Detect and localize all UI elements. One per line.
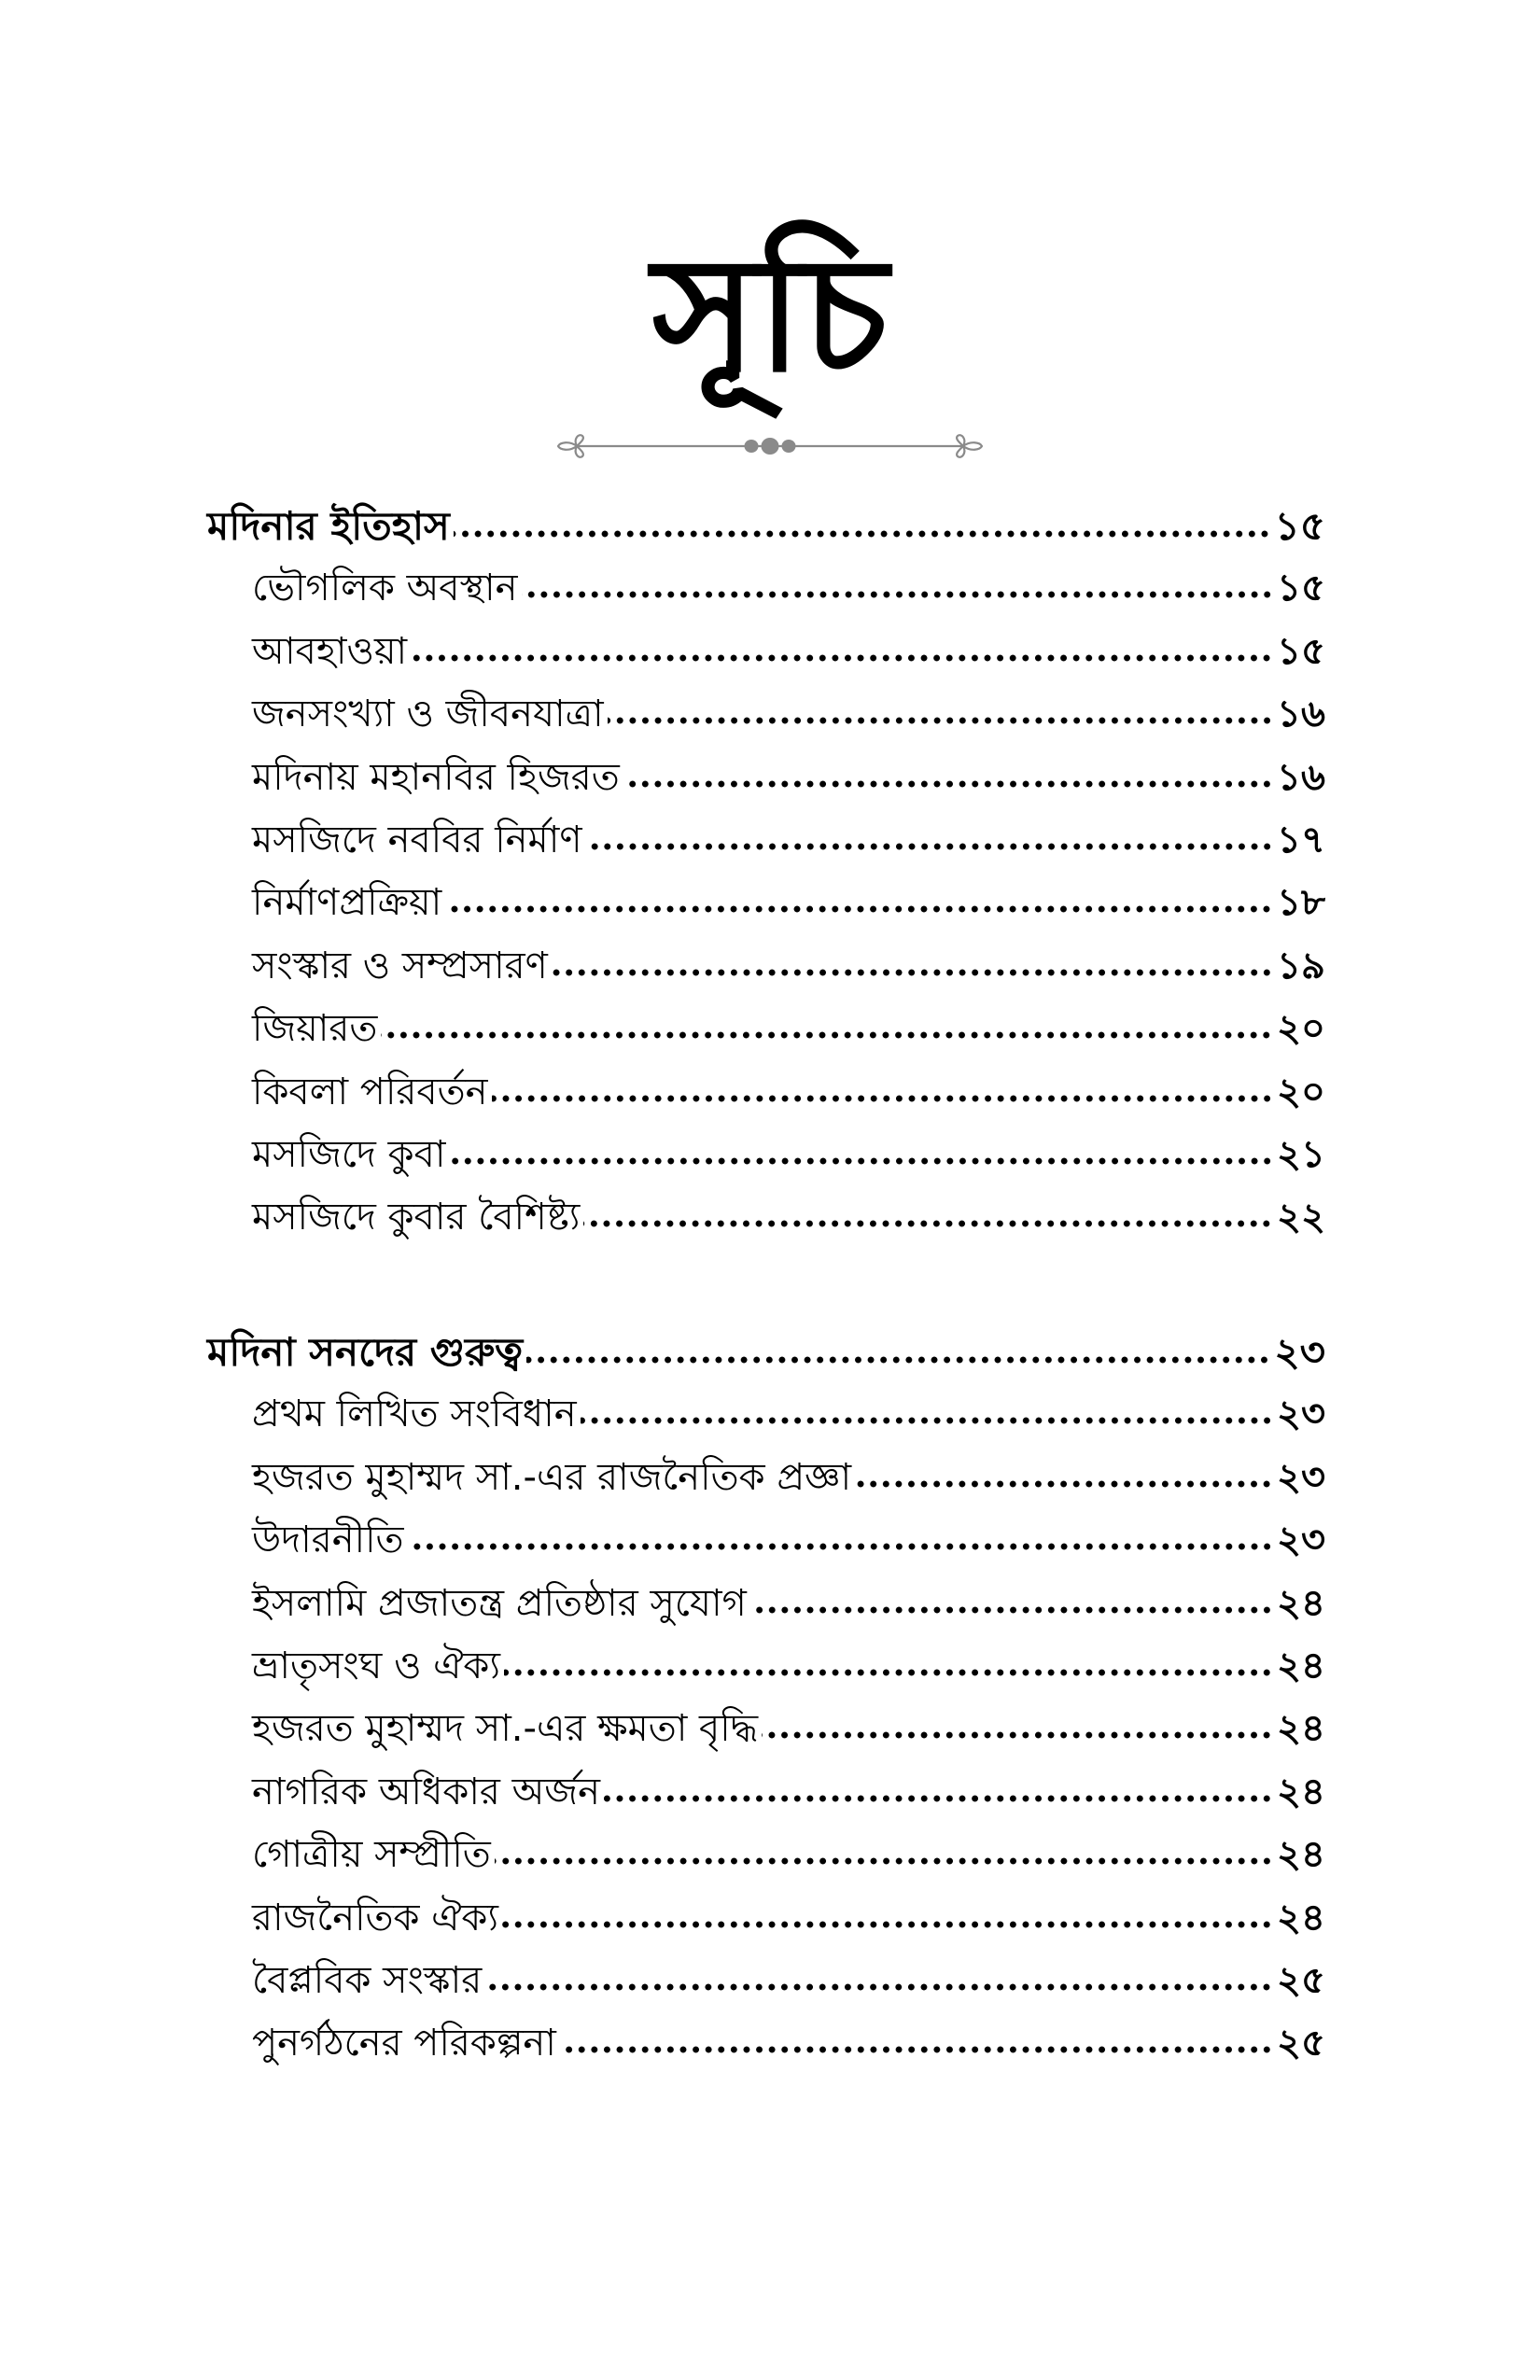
toc-entry-label: মসজিদে কুবার বৈশিষ্ট্য bbox=[252, 1196, 581, 1239]
dot-leader bbox=[762, 1729, 1273, 1741]
dot-leader bbox=[381, 1029, 1273, 1041]
toc-entry-label: প্রথম লিখিত সংবিধান bbox=[252, 1393, 577, 1436]
toc-section bbox=[207, 1321, 1325, 2076]
toc-entry-label: পুনর্গঠনের পরিকল্পনা bbox=[252, 2022, 556, 2065]
toc-entry[interactable] bbox=[207, 621, 1325, 683]
dot-leader bbox=[485, 1981, 1273, 1993]
toc-entry-label: সংস্কার ও সম্প্রসারণ bbox=[252, 944, 548, 987]
toc-entry[interactable] bbox=[207, 1573, 1325, 1635]
toc-page-number: ১৫ bbox=[1277, 629, 1325, 673]
toc-page-number: ২৪ bbox=[1277, 1707, 1325, 1751]
dot-leader bbox=[750, 1604, 1273, 1616]
toc-entry[interactable] bbox=[207, 1698, 1325, 1760]
dot-leader bbox=[855, 1478, 1273, 1490]
toc-page-number: ১৬ bbox=[1277, 755, 1325, 799]
dot-leader bbox=[445, 903, 1273, 915]
toc-entry-label: হজরত মুহাম্মদ সা.-এর রাজনৈতিক প্রজ্ঞা bbox=[252, 1455, 852, 1499]
dot-leader bbox=[495, 1855, 1273, 1867]
toc-entry[interactable] bbox=[207, 998, 1325, 1060]
toc-entry[interactable] bbox=[207, 1950, 1325, 2012]
toc-entry-label: মদিনায় মহানবির হিজরত bbox=[252, 755, 620, 799]
toc-section bbox=[207, 495, 1325, 1250]
toc-entry[interactable] bbox=[207, 2012, 1325, 2075]
toc-entry[interactable] bbox=[207, 1509, 1325, 1572]
dot-leader bbox=[560, 2044, 1273, 2055]
toc-entry[interactable] bbox=[207, 1635, 1325, 1698]
dot-leader bbox=[526, 1354, 1270, 1365]
toc-heading-label: মদিনার ইতিহাস bbox=[207, 503, 450, 549]
toc-entry[interactable] bbox=[207, 1383, 1325, 1446]
toc-entry[interactable] bbox=[207, 683, 1325, 746]
dot-leader bbox=[502, 1919, 1273, 1930]
toc-entry[interactable] bbox=[207, 935, 1325, 998]
toc-page-number: ২৩ bbox=[1276, 1393, 1325, 1436]
toc-page-number: ১৬ bbox=[1277, 693, 1325, 736]
dot-leader bbox=[408, 1541, 1273, 1552]
toc-page-number: ২৩ bbox=[1276, 1519, 1325, 1562]
toc-page-number: ২৫ bbox=[1277, 2022, 1325, 2065]
toc-entry[interactable] bbox=[207, 1887, 1325, 1950]
toc-entry-label: আবহাওয়া bbox=[252, 629, 408, 673]
ornamental-divider-icon bbox=[553, 429, 987, 463]
dot-leader bbox=[411, 652, 1273, 664]
toc-page-number: ১৭ bbox=[1277, 818, 1325, 861]
toc-heading-label: মদিনা সনদের গুরুত্ব bbox=[207, 1329, 524, 1375]
toc-entry-label: হজরত মুহাম্মদ সা.-এর ক্ষমতা বৃদ্ধি bbox=[252, 1707, 759, 1751]
toc-entry-label: গোত্রীয় সম্প্রীতি bbox=[252, 1833, 491, 1877]
toc-page-number: ২৪ bbox=[1277, 1770, 1325, 1813]
toc-entry[interactable] bbox=[207, 557, 1325, 620]
toc-page-number: ২০ bbox=[1276, 1007, 1325, 1051]
toc-entry[interactable] bbox=[207, 809, 1325, 872]
dot-leader bbox=[608, 715, 1273, 726]
toc-entry-label: মসজিদে নববির নির্মাণ bbox=[252, 818, 582, 861]
toc-page-number: ১৮ bbox=[1277, 881, 1325, 925]
toc-entry[interactable] bbox=[207, 747, 1325, 809]
toc-page-number: ১৫ bbox=[1277, 567, 1325, 610]
toc-entry-label: জনসংখ্যা ও জীবনযাত্রা bbox=[252, 693, 604, 736]
toc-entry-label: ভ্রাতৃসংঘ ও ঐক্য bbox=[252, 1644, 500, 1687]
toc-entry-label: নাগরিক অধিকার অর্জন bbox=[252, 1770, 600, 1813]
toc-page-number: ১৯ bbox=[1277, 944, 1325, 987]
toc-page-number: ২৪ bbox=[1277, 1833, 1325, 1877]
toc-entry[interactable] bbox=[207, 1124, 1325, 1186]
toc-page-number: ১৫ bbox=[1274, 503, 1325, 549]
dot-leader bbox=[454, 528, 1271, 539]
toc-page-number: ২৪ bbox=[1277, 1896, 1325, 1939]
toc-entry[interactable] bbox=[207, 1824, 1325, 1886]
dot-leader bbox=[586, 841, 1273, 852]
toc-page-number: ২০ bbox=[1276, 1070, 1325, 1113]
toc-entry-label: জিয়ারত bbox=[252, 1007, 378, 1051]
toc-entry-label: কিবলা পরিবর্তন bbox=[252, 1070, 488, 1113]
toc-entry[interactable] bbox=[207, 1061, 1325, 1124]
dot-leader bbox=[450, 1155, 1273, 1167]
toc-heading[interactable] bbox=[207, 495, 1325, 557]
toc-heading[interactable] bbox=[207, 1321, 1325, 1383]
toc-entry-label: মসজিদে কুবা bbox=[252, 1132, 446, 1176]
toc-page-number: ২৩ bbox=[1274, 1329, 1325, 1375]
toc-page-number: ২৪ bbox=[1277, 1581, 1325, 1625]
toc-page-number: ২১ bbox=[1277, 1132, 1325, 1176]
toc-entry-label: ইসলামি প্রজাতন্ত্র প্রতিষ্ঠার সুযোগ bbox=[252, 1581, 747, 1625]
toc-page-number: ২৪ bbox=[1277, 1644, 1325, 1687]
toc-entry-label: উদারনীতি bbox=[252, 1519, 404, 1562]
toc-entry-label: বৈপ্লবিক সংস্কার bbox=[252, 1958, 483, 2002]
dot-leader bbox=[504, 1667, 1273, 1678]
toc-page-number: ২৫ bbox=[1277, 1958, 1325, 2002]
toc-entry-label: ভৌগলিক অবস্থান bbox=[252, 567, 518, 610]
toc-entry[interactable] bbox=[207, 1761, 1325, 1824]
toc-entry-label: নির্মাণপ্রক্রিয়া bbox=[252, 881, 442, 925]
dot-leader bbox=[623, 778, 1273, 790]
toc-entry[interactable] bbox=[207, 1186, 1325, 1249]
dot-leader bbox=[492, 1093, 1273, 1104]
page-title: সূচি bbox=[651, 223, 889, 408]
dot-leader bbox=[552, 967, 1273, 978]
toc-page-number: ২২ bbox=[1276, 1196, 1325, 1239]
toc-entry[interactable] bbox=[207, 1447, 1325, 1509]
dot-leader bbox=[604, 1793, 1273, 1804]
dot-leader bbox=[583, 1218, 1273, 1229]
toc-entry-label: রাজনৈতিক ঐক্য bbox=[252, 1896, 498, 1939]
dot-leader bbox=[581, 1415, 1273, 1426]
toc-entry[interactable] bbox=[207, 872, 1325, 934]
dot-leader bbox=[522, 589, 1274, 600]
toc-page-number: ২৩ bbox=[1276, 1455, 1325, 1499]
